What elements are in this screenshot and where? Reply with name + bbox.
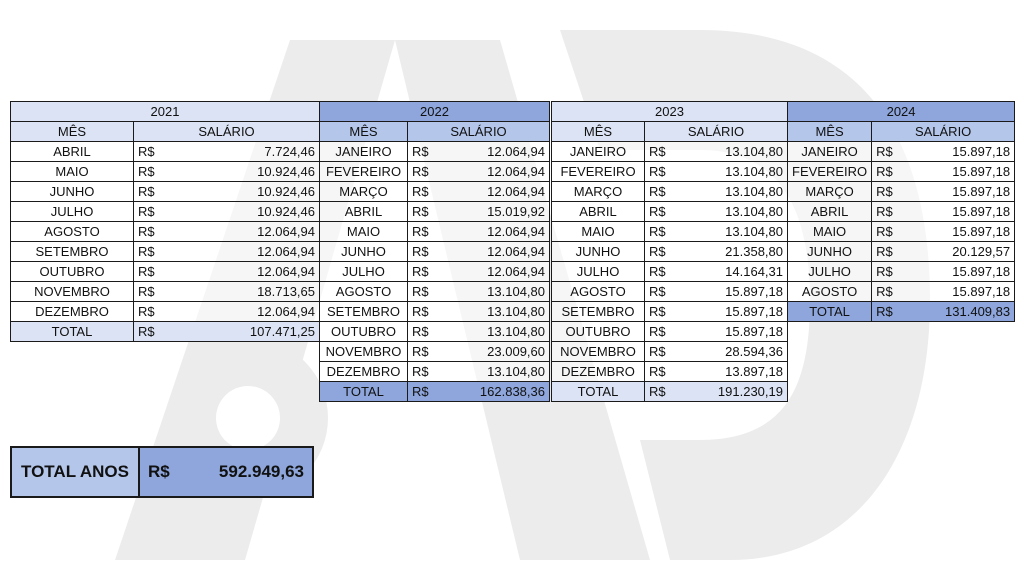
table-row xyxy=(11,142,320,162)
table-row xyxy=(552,302,788,322)
table-row xyxy=(11,302,320,322)
month-name: JUNHO xyxy=(552,242,645,262)
salary-header: SALÁRIO xyxy=(645,122,788,142)
month-name: FEVEREIRO xyxy=(320,162,408,182)
currency-symbol: R$ xyxy=(408,222,448,242)
month-name: JULHO xyxy=(552,262,645,282)
salary-value: 12.064,94 xyxy=(448,222,550,242)
month-name: JULHO xyxy=(788,262,872,282)
currency-symbol: R$ xyxy=(408,182,448,202)
currency-symbol: R$ xyxy=(645,302,685,322)
table-row xyxy=(320,302,550,322)
table-row xyxy=(788,262,1015,282)
currency-symbol: R$ xyxy=(134,162,184,182)
salary-value: 13.897,18 xyxy=(685,362,788,382)
salary-value: 13.104,80 xyxy=(448,282,550,302)
month-header: MÊS xyxy=(552,122,645,142)
table-row xyxy=(788,202,1015,222)
month-header: MÊS xyxy=(788,122,872,142)
month-name: MARÇO xyxy=(320,182,408,202)
salary-value: 15.897,18 xyxy=(912,262,1015,282)
salary-value: 13.104,80 xyxy=(448,362,550,382)
month-name: MAIO xyxy=(552,222,645,242)
salary-header: SALÁRIO xyxy=(408,122,550,142)
salary-value: 28.594,36 xyxy=(685,342,788,362)
month-name: OUTUBRO xyxy=(552,322,645,342)
salary-value: 7.724,46 xyxy=(184,142,320,162)
grand-total-currency: R$ xyxy=(139,447,196,497)
table-row xyxy=(788,282,1015,302)
table-row xyxy=(552,362,788,382)
month-name: FEVEREIRO xyxy=(552,162,645,182)
month-name: AGOSTO xyxy=(11,222,134,242)
table-row xyxy=(11,182,320,202)
month-name: JANEIRO xyxy=(788,142,872,162)
month-header: MÊS xyxy=(11,122,134,142)
month-name: AGOSTO xyxy=(788,282,872,302)
table-row xyxy=(11,262,320,282)
salary-value: 12.064,94 xyxy=(448,142,550,162)
total-value: 107.471,25 xyxy=(184,322,320,342)
salary-value: 10.924,46 xyxy=(184,182,320,202)
currency-symbol: R$ xyxy=(872,242,912,262)
currency-symbol: R$ xyxy=(872,162,912,182)
table-row xyxy=(552,282,788,302)
month-name: DEZEMBRO xyxy=(11,302,134,322)
salary-value: 15.897,18 xyxy=(912,222,1015,242)
currency-symbol: R$ xyxy=(645,162,685,182)
grand-total-value: 592.949,63 xyxy=(196,447,313,497)
total-value: 131.409,83 xyxy=(912,302,1015,322)
month-name: NOVEMBRO xyxy=(552,342,645,362)
table-row xyxy=(320,182,550,202)
month-name: ABRIL xyxy=(11,142,134,162)
currency-symbol: R$ xyxy=(408,242,448,262)
salary-value: 13.104,80 xyxy=(685,222,788,242)
salary-value: 12.064,94 xyxy=(184,242,320,262)
currency-symbol: R$ xyxy=(408,262,448,282)
currency-symbol: R$ xyxy=(408,202,448,222)
table-row xyxy=(11,222,320,242)
salary-value: 12.064,94 xyxy=(448,242,550,262)
month-name: AGOSTO xyxy=(552,282,645,302)
month-name: MARÇO xyxy=(552,182,645,202)
salary-value: 12.064,94 xyxy=(184,262,320,282)
rows xyxy=(320,142,550,382)
salary-header: SALÁRIO xyxy=(134,122,320,142)
currency-symbol: R$ xyxy=(408,282,448,302)
table-row xyxy=(552,322,788,342)
month-name: NOVEMBRO xyxy=(11,282,134,302)
salary-value: 10.924,46 xyxy=(184,202,320,222)
month-name: JULHO xyxy=(11,202,134,222)
month-name: JANEIRO xyxy=(552,142,645,162)
month-header: MÊS xyxy=(320,122,408,142)
salary-value: 13.104,80 xyxy=(685,162,788,182)
total-label: TOTAL xyxy=(11,322,134,342)
total-label: TOTAL xyxy=(788,302,872,322)
currency-symbol: R$ xyxy=(134,242,184,262)
currency-symbol: R$ xyxy=(645,342,685,362)
salary-value: 10.924,46 xyxy=(184,162,320,182)
table-row xyxy=(11,282,320,302)
month-name: OUTUBRO xyxy=(11,262,134,282)
table-row xyxy=(552,182,788,202)
total-label: TOTAL xyxy=(552,382,645,402)
table-row xyxy=(788,182,1015,202)
currency-symbol: R$ xyxy=(872,282,912,302)
rows xyxy=(788,142,1015,302)
currency-symbol: R$ xyxy=(134,322,184,342)
currency-symbol: R$ xyxy=(645,242,685,262)
month-name: JUNHO xyxy=(320,242,408,262)
currency-symbol: R$ xyxy=(872,302,912,322)
month-name: ABRIL xyxy=(788,202,872,222)
currency-symbol: R$ xyxy=(134,142,184,162)
currency-symbol: R$ xyxy=(408,382,448,402)
table-row xyxy=(552,202,788,222)
year-title: 2021 xyxy=(11,102,320,122)
rows xyxy=(552,142,788,382)
salary-value: 15.897,18 xyxy=(685,322,788,342)
salary-value: 12.064,94 xyxy=(448,162,550,182)
month-name: SETEMBRO xyxy=(552,302,645,322)
table-row xyxy=(788,222,1015,242)
table-2023 xyxy=(551,101,788,402)
salary-value: 13.104,80 xyxy=(685,202,788,222)
table-row xyxy=(320,222,550,242)
salary-value: 13.104,80 xyxy=(448,302,550,322)
table-row xyxy=(320,242,550,262)
year-title: 2024 xyxy=(788,102,1015,122)
currency-symbol: R$ xyxy=(872,262,912,282)
table-row xyxy=(552,342,788,362)
month-name: JANEIRO xyxy=(320,142,408,162)
salary-value: 15.897,18 xyxy=(912,142,1015,162)
salary-value: 15.897,18 xyxy=(912,282,1015,302)
month-name: ABRIL xyxy=(320,202,408,222)
table-row xyxy=(320,162,550,182)
table-row xyxy=(552,242,788,262)
rows xyxy=(11,142,320,322)
salary-value: 15.019,92 xyxy=(448,202,550,222)
month-name: JUNHO xyxy=(11,182,134,202)
salary-value: 15.897,18 xyxy=(685,282,788,302)
salary-value: 12.064,94 xyxy=(184,222,320,242)
table-row xyxy=(11,242,320,262)
salary-value: 20.129,57 xyxy=(912,242,1015,262)
month-name: DEZEMBRO xyxy=(552,362,645,382)
table-row xyxy=(552,162,788,182)
currency-symbol: R$ xyxy=(872,182,912,202)
salary-value: 13.104,80 xyxy=(685,142,788,162)
year-title: 2023 xyxy=(552,102,788,122)
table-row xyxy=(11,202,320,222)
month-name: OUTUBRO xyxy=(320,322,408,342)
currency-symbol: R$ xyxy=(408,362,448,382)
total-label: TOTAL xyxy=(320,382,408,402)
currency-symbol: R$ xyxy=(134,202,184,222)
month-name: FEVEREIRO xyxy=(788,162,872,182)
salary-value: 12.064,94 xyxy=(448,262,550,282)
month-name: MAIO xyxy=(788,222,872,242)
month-name: NOVEMBRO xyxy=(320,342,408,362)
table-row xyxy=(320,202,550,222)
currency-symbol: R$ xyxy=(408,142,448,162)
table-row xyxy=(320,362,550,382)
table-row xyxy=(788,142,1015,162)
table-row xyxy=(320,262,550,282)
table-row xyxy=(320,282,550,302)
salary-value: 12.064,94 xyxy=(448,182,550,202)
currency-symbol: R$ xyxy=(408,162,448,182)
table-row xyxy=(552,262,788,282)
currency-symbol: R$ xyxy=(408,322,448,342)
month-name: SETEMBRO xyxy=(320,302,408,322)
currency-symbol: R$ xyxy=(872,202,912,222)
table-row xyxy=(552,142,788,162)
salary-header: SALÁRIO xyxy=(872,122,1015,142)
currency-symbol: R$ xyxy=(872,222,912,242)
currency-symbol: R$ xyxy=(134,222,184,242)
currency-symbol: R$ xyxy=(872,142,912,162)
grand-total-box xyxy=(10,446,314,498)
currency-symbol: R$ xyxy=(645,362,685,382)
salary-value: 15.897,18 xyxy=(912,202,1015,222)
table-2021 xyxy=(10,101,320,342)
currency-symbol: R$ xyxy=(645,262,685,282)
salary-value: 12.064,94 xyxy=(184,302,320,322)
currency-symbol: R$ xyxy=(645,282,685,302)
salary-value: 13.104,80 xyxy=(448,322,550,342)
currency-symbol: R$ xyxy=(645,202,685,222)
total-value: 162.838,36 xyxy=(448,382,550,402)
year-title: 2022 xyxy=(320,102,550,122)
currency-symbol: R$ xyxy=(645,182,685,202)
salary-value: 15.897,18 xyxy=(912,162,1015,182)
month-name: MAIO xyxy=(11,162,134,182)
salary-value: 21.358,80 xyxy=(685,242,788,262)
table-row xyxy=(11,162,320,182)
month-name: JULHO xyxy=(320,262,408,282)
currency-symbol: R$ xyxy=(645,382,685,402)
table-row xyxy=(552,222,788,242)
currency-symbol: R$ xyxy=(645,322,685,342)
table-2024 xyxy=(787,101,1015,322)
table-2022 xyxy=(319,101,550,402)
salary-value: 14.164,31 xyxy=(685,262,788,282)
month-name: JUNHO xyxy=(788,242,872,262)
salary-value: 23.009,60 xyxy=(448,342,550,362)
currency-symbol: R$ xyxy=(645,142,685,162)
currency-symbol: R$ xyxy=(408,302,448,322)
salary-value: 15.897,18 xyxy=(685,302,788,322)
grand-total-label: TOTAL ANOS xyxy=(11,447,139,497)
table-row xyxy=(320,342,550,362)
total-value: 191.230,19 xyxy=(685,382,788,402)
table-row xyxy=(788,242,1015,262)
currency-symbol: R$ xyxy=(134,302,184,322)
salary-value: 18.713,65 xyxy=(184,282,320,302)
table-row xyxy=(320,142,550,162)
table-row xyxy=(788,162,1015,182)
salary-value: 15.897,18 xyxy=(912,182,1015,202)
currency-symbol: R$ xyxy=(408,342,448,362)
currency-symbol: R$ xyxy=(134,182,184,202)
month-name: ABRIL xyxy=(552,202,645,222)
currency-symbol: R$ xyxy=(645,222,685,242)
month-name: SETEMBRO xyxy=(11,242,134,262)
month-name: MAIO xyxy=(320,222,408,242)
salary-value: 13.104,80 xyxy=(685,182,788,202)
currency-symbol: R$ xyxy=(134,282,184,302)
table-row xyxy=(320,322,550,342)
month-name: AGOSTO xyxy=(320,282,408,302)
currency-symbol: R$ xyxy=(134,262,184,282)
month-name: MARÇO xyxy=(788,182,872,202)
month-name: DEZEMBRO xyxy=(320,362,408,382)
